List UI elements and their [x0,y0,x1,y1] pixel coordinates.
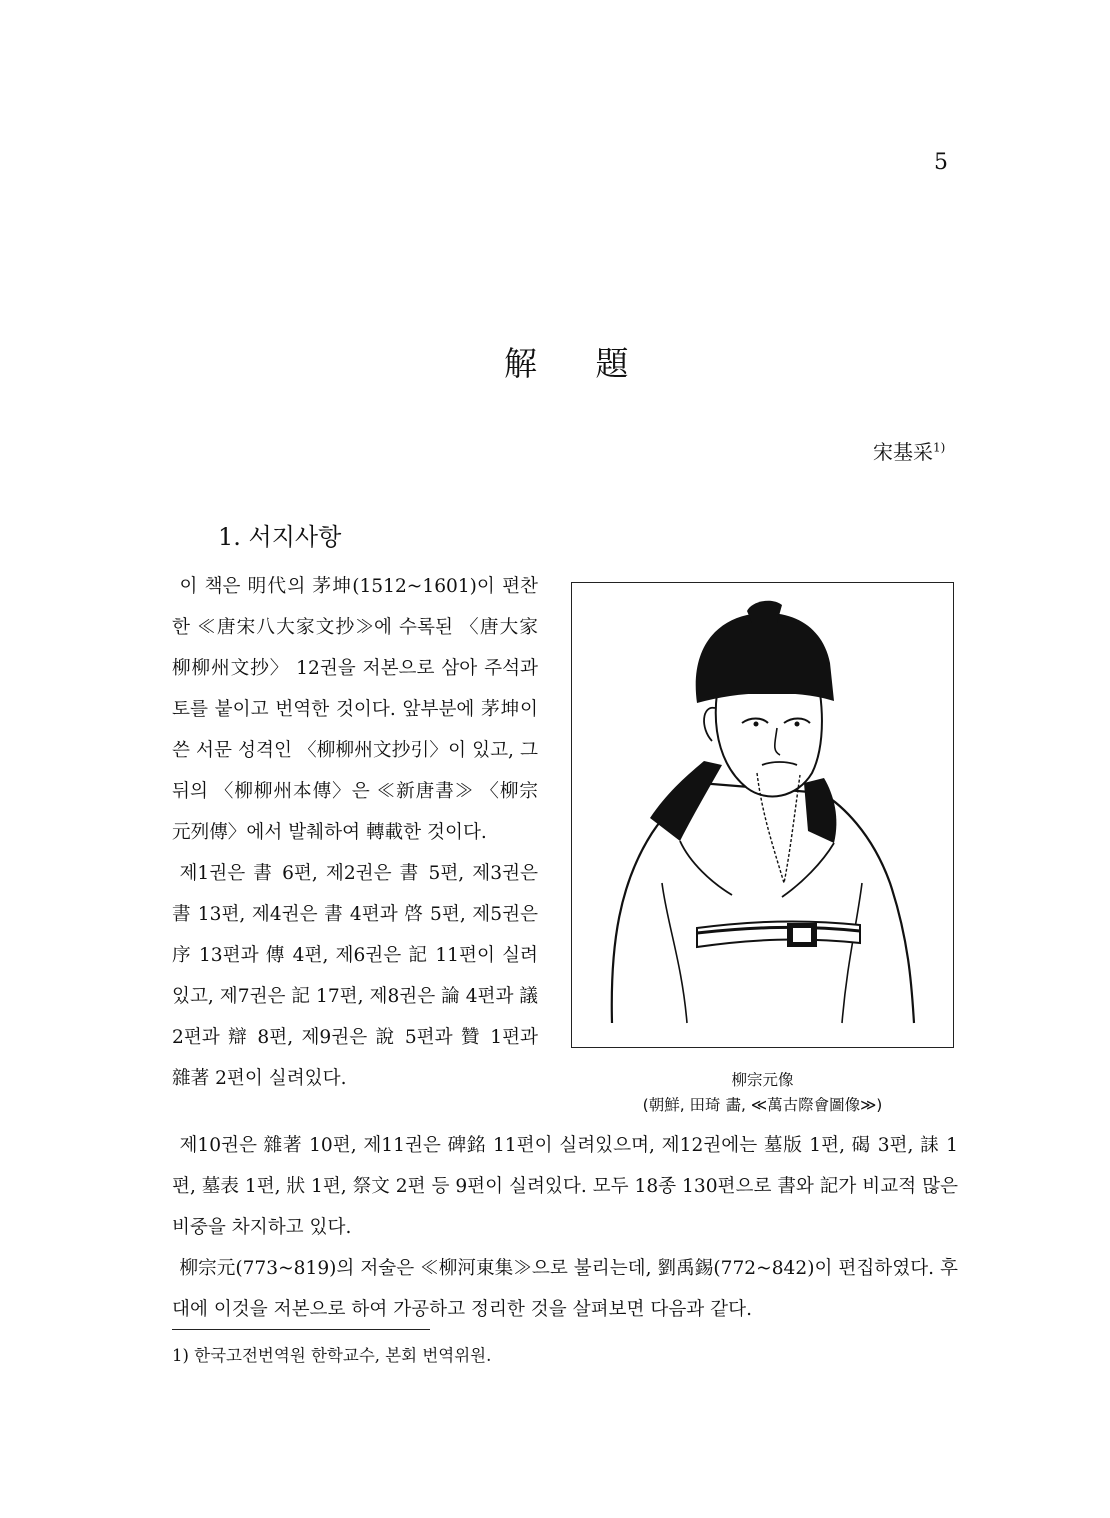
author [873,436,945,465]
figure-caption-title: 柳宗元像 [731,1071,794,1089]
footnote: 1) 한국고전번역원 한학교수, 본회 번역위원. [172,1346,492,1365]
page-number: 5 [934,150,948,175]
author-footnote-ref: 1) [933,440,946,455]
footnote-rule [172,1329,430,1330]
portrait-illustration-icon [572,583,955,1049]
paragraph: 제10권은 雜著 10편, 제11권은 碑銘 11편이 실려있으며, 제12권에는 墓版 1편, 碣 3편, 誄 1편, 墓表 1편, 狀 1편, 祭文 2편 등 9편이 실려있다. 모두 18종 130편으로 書와 記가 비교적 많은 비중을 차지하고 있다. [172,1135,958,1238]
paragraph: 이 책은 明代의 茅坤(1512~1601)이 편찬한 ≪唐宋八大家文抄≫에 수록된 〈唐大家柳柳州文抄〉 12권을 저본으로 삼아 주석과 토를 붙이고 번역한 것이다. 앞부분에 茅坤이 쓴 서문 성격인 〈柳柳州文抄引〉이 있고, 그 뒤의 〈柳柳州本傳〉은 ≪新唐書≫ 〈柳宗元列傳〉에서 발췌하여 轉載한 것이다. [172,576,538,843]
body-text-wide [172,1125,958,1330]
portrait-figure [571,582,954,1048]
page-title: 解 題 [504,344,653,383]
author-name: 宋基采 [873,440,933,464]
body-text-narrow [172,566,538,1099]
paragraph: 柳宗元(773~819)의 저술은 ≪柳河東集≫으로 불리는데, 劉禹錫(772~842)이 편집하였다. 후대에 이것을 저본으로 하여 가공하고 정리한 것을 살펴보면 다음과 같다. [172,1258,958,1320]
section-heading: 1. 서지사항 [218,523,342,551]
paragraph: 제1권은 書 6편, 제2권은 書 5편, 제3권은 書 13편, 제4권은 書 4편과 啓 5편, 제5권은 序 13편과 傳 4편, 제6권은 記 11편이 실려있고, 제7권은 記 17편, 제8권은 論 4편과 議 2편과 辯 8편, 제9권은 說 5편과 贊 1편과 雜著 2편이 실려있다. [172,863,538,1089]
figure-caption-source: (朝鮮, 田琦 畵, ≪萬古際會圖像≫) [642,1096,883,1114]
